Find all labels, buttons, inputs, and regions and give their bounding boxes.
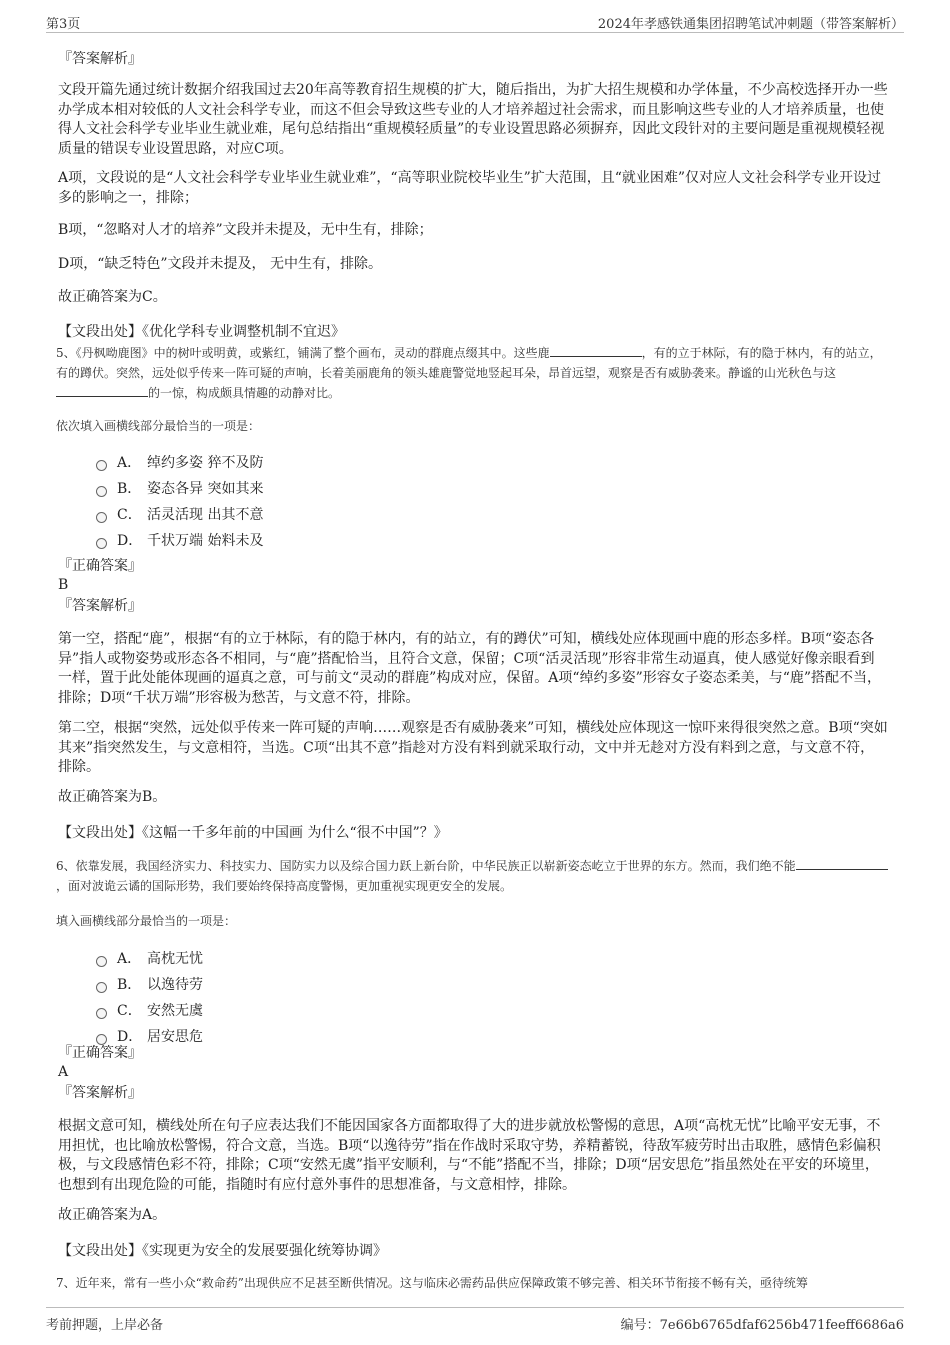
q5-answer: B xyxy=(58,577,69,593)
footer-slogan: 考前押题，上岸必备 xyxy=(46,1318,164,1333)
q5-source: 【文段出处】《这幅一千多年前的中国画 为什么“很不中国”？》 xyxy=(58,825,448,841)
fill-blank xyxy=(796,858,888,870)
page-header xyxy=(46,10,904,33)
q6-option-a[interactable]: A． 高枕无忧 xyxy=(96,948,203,968)
correct-answer-tag: 『正确答案』 xyxy=(58,558,142,574)
q5-analysis-p2: 第二空，根据“突然，远处似乎传来一阵可疑的声响……观察是否有威胁袭来”可知，横线处应体现这一惊吓来得很突然之意。B项“突如其来”指突然发生，与文意相符，当选。C项“出其不意”指趁对方没有料到就采取行动，文中并无趁对方没有料到之意，与文意不符，排除。 xyxy=(58,720,888,775)
analysis-tag: 『答案解析』 xyxy=(58,598,142,614)
q6-option-d[interactable]: D． 居安思危 xyxy=(96,1026,203,1046)
radio-icon[interactable] xyxy=(96,538,107,549)
q4-analysis-p4: D项，“缺乏特色”文段并未提及， 无中生有，排除。 xyxy=(58,256,382,272)
q6-stem: 6、依靠发展，我国经济实力、科技实力、国防实力以及综合国力跃上新台阶，中华民族正以崭新姿态屹立于世界的东方。然而，我们绝不能，面对波诡云谲的国际形势，我们要始终保持高度警惕，更加重视实现更安全的发展。 xyxy=(56,856,888,896)
radio-icon[interactable] xyxy=(96,956,107,967)
analysis-tag: 『答案解析』 xyxy=(58,51,142,67)
page-footer xyxy=(46,1307,904,1332)
radio-icon[interactable] xyxy=(96,1034,107,1045)
q6-option-c[interactable]: C． 安然无虞 xyxy=(96,1000,203,1020)
q5-option-c[interactable]: C． 活灵活现 出其不意 xyxy=(96,504,263,524)
q5-option-b[interactable]: B． 姿态各异 突如其来 xyxy=(96,478,263,498)
page-number: 第3页 xyxy=(46,17,81,32)
correct-answer-tag: 『正确答案』 xyxy=(58,1045,142,1061)
radio-icon[interactable] xyxy=(96,486,107,497)
q6-source: 【文段出处】《实现更为安全的发展要强化统筹协调》 xyxy=(58,1243,387,1259)
q5-analysis-p1: 第一空，搭配“鹿”，根据“有的立于林际，有的隐于林内，有的站立，有的蹲伏”可知，横线处应体现画中鹿的形态多样。B项“姿态各异”指人或物姿势或形态各不相同，与“鹿”搭配恰当，且符合文意，保留；C项“活灵活现”形容非常生动逼真，使人感觉好像亲眼看到一样，置于此处能体现画的逼真之意，可与前文“灵动的群鹿”构成对应，保留。A项“绰约多姿”形容女子姿态柔美，与“鹿”搭配不当，排除；D项“千状万端”形容极为愁苦，与文意不符，排除。 xyxy=(58,631,882,706)
q4-source: 【文段出处】《优化学科专业调整机制不宜迟》 xyxy=(58,324,345,340)
q4-analysis-p2: A项，文段说的是“人文社会科学专业毕业生就业难”，“高等职业院校毕业生”扩大范围，且“就业困难”仅对应人文社会科学专业开设过多的影响之一，排除； xyxy=(58,170,882,206)
q6-prompt: 填入画横线部分最恰当的一项是： xyxy=(56,914,237,928)
q4-conclusion: 故正确答案为C。 xyxy=(58,289,167,305)
q4-analysis-p3: B项，“忽略对人才的培养”文段并未提及，无中生有，排除； xyxy=(58,222,433,238)
document-code: 编号：7e66b6765dfaf6256b471feeff6686a6 xyxy=(620,1318,904,1333)
q6-analysis-p1: 根据文意可知，横线处所在句子应表达我们不能因国家各方面都取得了大的进步就放松警惕的意思，A项“高枕无忧”比喻平安无事，不用担忧，也比喻放松警惕，符合文意，当选。B项“以逸待劳”指在作战时采取守势，养精蓄锐，待敌军疲劳时出击取胜，感情色彩偏积极，与文段感情色彩不符，排除；C项“安然无虞”指平安顺利，与“不能”搭配不当，排除；D项“居安思危”指虽然处在平安的环境里，也想到有出现危险的可能，指随时有应付意外事件的思想准备，与文意相悖，排除。 xyxy=(58,1118,881,1193)
q5-conclusion: 故正确答案为B。 xyxy=(58,789,167,805)
q5-prompt: 依次填入画横线部分最恰当的一项是： xyxy=(56,419,261,433)
radio-icon[interactable] xyxy=(96,1008,107,1019)
fill-blank xyxy=(550,345,642,357)
analysis-tag: 『答案解析』 xyxy=(58,1085,142,1101)
q4-analysis-p1: 文段开篇先通过统计数据介绍我国过去20年高等教育招生规模的扩大，随后指出，为扩大招生规模和办学体量，不少高校选择开办一些办学成本相对较低的人文社会科学专业，而这不但会导致这些专业的人才培养超过社会需求，而且影响这些专业的人才培养质量，也使得人文社会科学专业毕业生就业难，尾句总结指出“重规模轻质量”的专业设置思路必须摒弃，因此文段针对的主要问题是重视规模轻视质量的错误专业设置思路，对应C项。 xyxy=(58,82,888,157)
document-title: 2024年孝感铁通集团招聘笔试冲刺题（带答案解析） xyxy=(597,17,904,32)
q5-option-d[interactable]: D． 千状万端 始料未及 xyxy=(96,530,263,550)
radio-icon[interactable] xyxy=(96,460,107,471)
q7-stem: 7、近年来，常有一些小众“救命药”出现供应不足甚至断供情况。这与临床必需药品供应保障政策不够完善、相关环节衔接不畅有关，亟待统筹 xyxy=(56,1276,808,1290)
q6-answer: A xyxy=(58,1064,69,1080)
fill-blank xyxy=(56,385,148,397)
q5-stem: 5、《丹枫呦鹿图》中的树叶或明黄，或紫红，铺满了整个画布，灵动的群鹿点缀其中。这些鹿 ，有的立于林际，有的隐于林内，有的站立，有的蹲伏。突然，远处似乎传来一阵可疑的声响，长着美丽鹿角的领头雄鹿警觉地竖起耳朵，昂首远望，观察是否有威胁袭来。静谧的山光秋色与这的一惊，构成颇具情趣的动静对比。 xyxy=(56,346,882,400)
q6-conclusion: 故正确答案为A。 xyxy=(58,1207,167,1223)
radio-icon[interactable] xyxy=(96,512,107,523)
q5-option-a[interactable]: A． 绰约多姿 猝不及防 xyxy=(96,452,263,472)
q6-option-b[interactable]: B． 以逸待劳 xyxy=(96,974,203,994)
radio-icon[interactable] xyxy=(96,982,107,993)
